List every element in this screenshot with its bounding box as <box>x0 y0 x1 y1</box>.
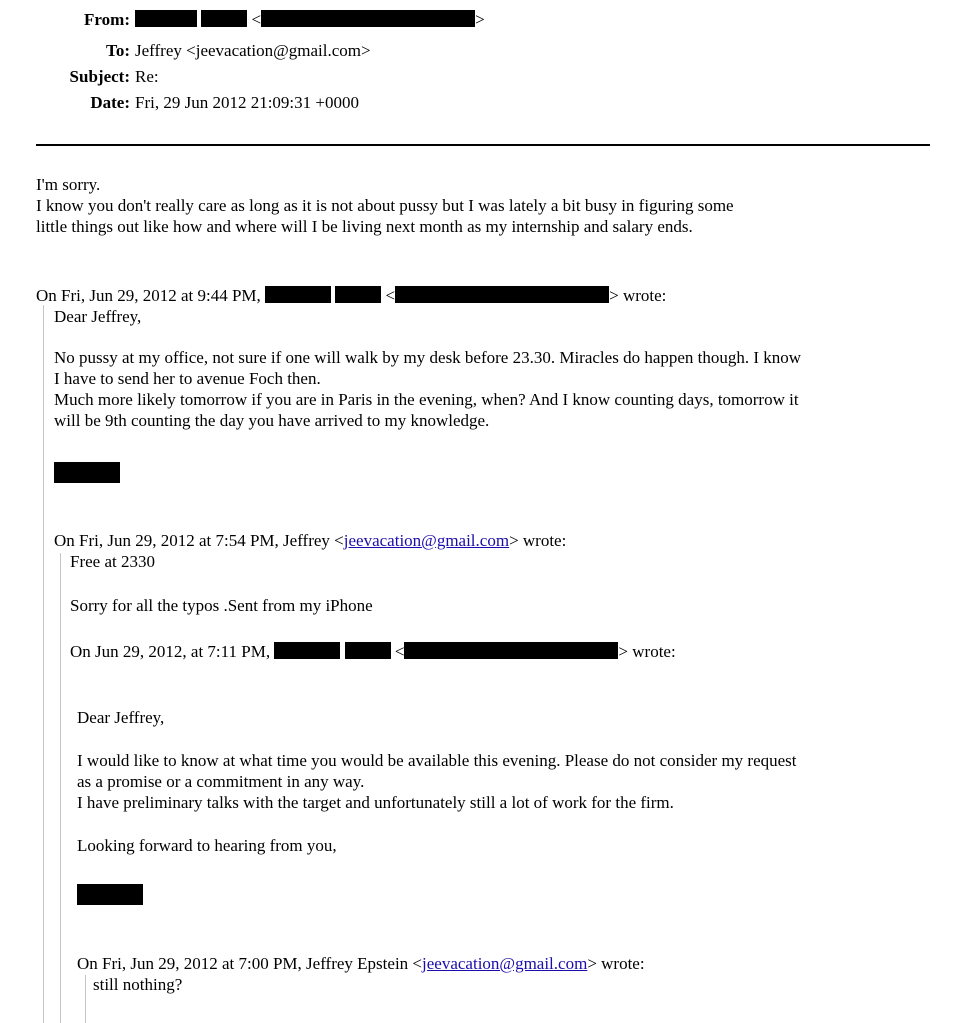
quote3-body <box>77 707 947 856</box>
wrote-text: > wrote: <box>609 286 667 305</box>
quote4-line: still nothing? <box>93 975 183 994</box>
quote4-body <box>93 974 943 995</box>
redaction-block <box>345 642 391 659</box>
quote-bar-level-2 <box>60 553 61 1023</box>
email-bracket-open: < <box>251 10 262 29</box>
quote3-attribution <box>70 641 950 662</box>
email-link[interactable]: jeevacation@gmail.com <box>343 531 510 550</box>
quote-bar-level-1 <box>43 305 44 1023</box>
email-bracket-open: < <box>385 286 396 305</box>
signature-redaction <box>54 462 120 483</box>
subject-value: Re: <box>135 67 159 86</box>
quote1-body <box>54 306 954 431</box>
quote4-attribution <box>77 953 947 974</box>
redaction-block <box>395 286 609 303</box>
redaction-block <box>274 642 340 659</box>
wrote-text: > wrote: <box>509 531 567 550</box>
quote3-line: as a promise or a commitment in any way. <box>77 772 365 791</box>
quote3-closing: Looking forward to hearing from you, <box>77 836 337 855</box>
attribution-text: On Jun 29, 2012, at 7:11 PM, <box>70 642 271 661</box>
date-value: Fri, 29 Jun 2012 21:09:31 +0000 <box>135 93 359 112</box>
attribution-text: On Fri, Jun 29, 2012 at 7:00 PM, Jeffrey Epstein < <box>77 954 423 973</box>
to-label: To: <box>106 41 130 60</box>
quote2-attribution <box>54 530 954 551</box>
date-label: Date: <box>90 93 130 112</box>
email-bracket-open: < <box>394 642 405 661</box>
reply-line: little things out like how and where will I be living next month as my internship and salary ends. <box>36 217 693 236</box>
header-divider <box>36 144 930 146</box>
quote2-line: Free at 2330 <box>70 552 155 571</box>
redaction-block <box>135 10 197 27</box>
reply-line: I know you don't really care as long as it is not about pussy but I was lately a bit busy in figuring some <box>36 196 734 215</box>
quote2-line: Sorry for all the typos .Sent from my iPhone <box>70 596 373 615</box>
quote3-line: I have preliminary talks with the target and unfortunately still a lot of work for the firm. <box>77 793 674 812</box>
quote1-attribution <box>36 285 956 306</box>
header-date-row <box>0 92 963 114</box>
redaction-block <box>335 286 381 303</box>
reply-body <box>36 174 936 237</box>
redaction-block <box>265 286 331 303</box>
quote3-greeting: Dear Jeffrey, <box>77 708 165 727</box>
redaction-block <box>201 10 247 27</box>
from-label: From: <box>84 10 130 29</box>
quote1-line: No pussy at my office, not sure if one will walk by my desk before 23.30. Miracles do happen though. I know <box>54 348 802 367</box>
to-value: Jeffrey <jeevacation@gmail.com> <box>135 41 371 60</box>
wrote-text: > wrote: <box>587 954 645 973</box>
header-subject-row <box>0 66 963 88</box>
quote1-line: will be 9th counting the day you have arrived to my knowledge. <box>54 411 490 430</box>
redaction-block <box>261 10 475 27</box>
attribution-text: On Fri, Jun 29, 2012 at 9:44 PM, <box>36 286 261 305</box>
header-from-row <box>0 9 963 31</box>
quote3-line: I would like to know at what time you would be available this evening. Please do not consider my request <box>77 751 797 770</box>
header-to-row <box>0 40 963 62</box>
quote1-line: Much more likely tomorrow if you are in Paris in the evening, when? And I know counting days, tomorrow it <box>54 390 799 409</box>
quote1-line: I have to send her to avenue Foch then. <box>54 369 321 388</box>
quote2-body <box>70 551 950 616</box>
email-link[interactable]: jeevacation@gmail.com <box>422 954 588 973</box>
signature-redaction <box>77 884 143 905</box>
quote-bar-level-3 <box>85 975 86 1023</box>
wrote-text: > wrote: <box>618 642 676 661</box>
attribution-text: On Fri, Jun 29, 2012 at 7:54 PM, Jeffrey < <box>54 531 344 550</box>
redaction-block <box>404 642 618 659</box>
email-bracket-close: > <box>475 10 485 29</box>
quote1-greeting: Dear Jeffrey, <box>54 307 142 326</box>
reply-line: I'm sorry. <box>36 175 101 194</box>
subject-label: Subject: <box>69 67 130 86</box>
